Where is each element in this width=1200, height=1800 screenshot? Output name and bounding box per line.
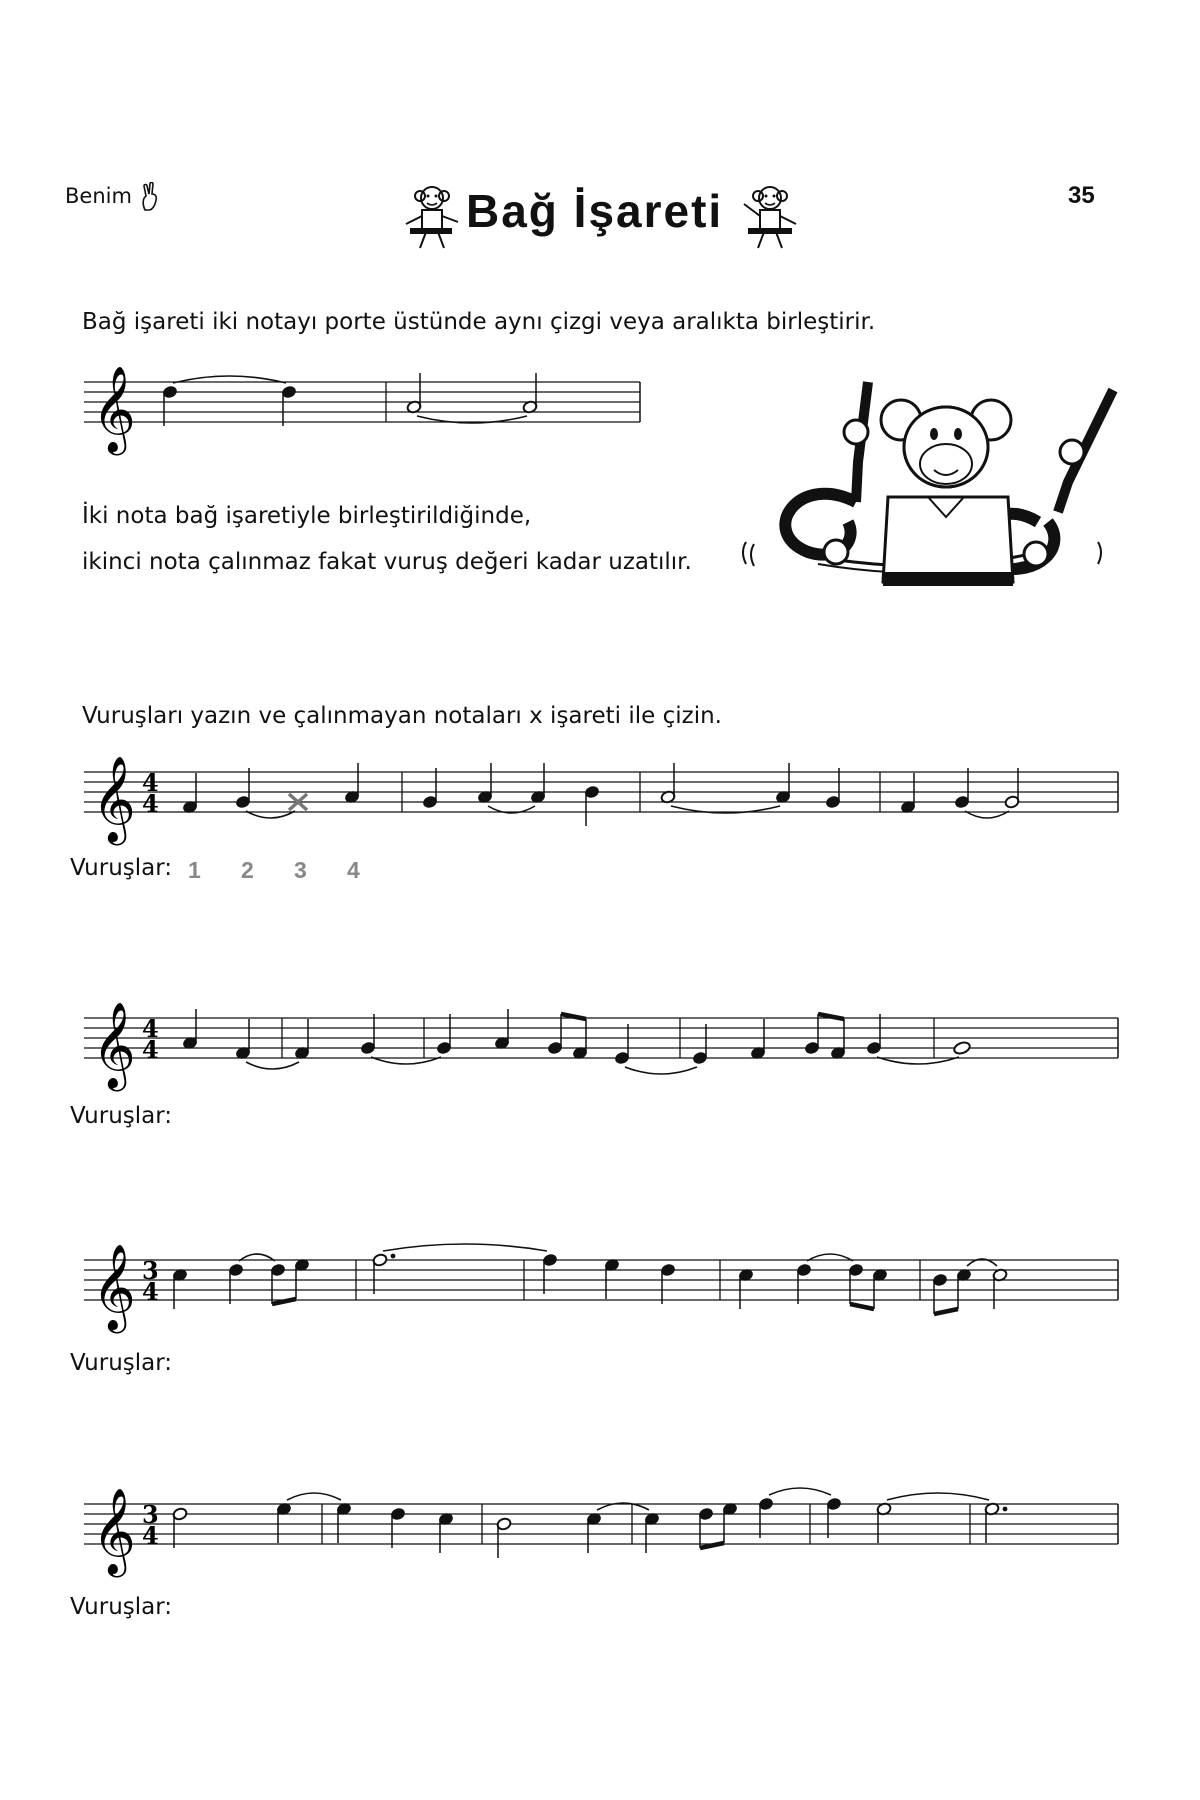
benim-label: Benim bbox=[65, 184, 132, 208]
beat-number-1: 1 bbox=[188, 857, 201, 883]
page-title: Bağ İşareti bbox=[466, 185, 724, 237]
time-signature-bottom: 4 bbox=[142, 1521, 159, 1550]
note-beam bbox=[934, 1309, 958, 1314]
treble-clef-icon: 𝄞 bbox=[92, 1244, 136, 1330]
tie-arc bbox=[887, 1493, 989, 1500]
time-signature-bottom: 4 bbox=[142, 789, 159, 818]
tie-arc bbox=[287, 1493, 341, 1500]
beat-number-4: 4 bbox=[347, 857, 360, 883]
augmentation-dot bbox=[391, 1254, 396, 1259]
page-title-block bbox=[400, 176, 800, 256]
tie-arc bbox=[246, 1062, 299, 1069]
tie-arc bbox=[769, 1488, 831, 1495]
tie-arc bbox=[383, 1244, 547, 1251]
hand-icon bbox=[139, 182, 161, 212]
time-signature-top: 4 bbox=[142, 768, 159, 797]
beats-label-2: Vuruşlar: bbox=[70, 1103, 173, 1129]
staff-ex1 bbox=[0, 752, 1200, 842]
monkey-right-icon bbox=[740, 184, 802, 252]
treble-clef-icon: 𝄞 bbox=[92, 366, 136, 452]
monkey-rope-illustration bbox=[738, 372, 1118, 612]
augmentation-dot bbox=[1003, 1507, 1008, 1512]
staff-ex4 bbox=[0, 1484, 1200, 1574]
time-signature-top: 3 bbox=[142, 1256, 159, 1285]
treble-clef-icon: 𝄞 bbox=[92, 1488, 136, 1574]
tie-arc bbox=[625, 1067, 697, 1074]
intro-line-2: İki nota bağ işaretiyle birleştirildiğinde, bbox=[82, 503, 532, 529]
time-signature-top: 4 bbox=[142, 1014, 159, 1043]
treble-clef-icon: 𝄞 bbox=[92, 1002, 136, 1088]
note-head bbox=[953, 1041, 971, 1056]
beats-label-4: Vuruşlar: bbox=[70, 1594, 173, 1620]
beats-label-1: Vuruşlar: bbox=[70, 855, 173, 881]
treble-clef-icon: 𝄞 bbox=[92, 756, 136, 842]
header-left bbox=[65, 182, 161, 212]
staff-ex2 bbox=[0, 998, 1200, 1088]
beat-number-3: 3 bbox=[294, 857, 307, 883]
beats-label-3: Vuruşlar: bbox=[70, 1350, 173, 1376]
time-signature-bottom: 4 bbox=[142, 1035, 159, 1064]
page-number: 35 bbox=[1068, 182, 1095, 209]
time-signature-top: 3 bbox=[142, 1500, 159, 1529]
note-beam bbox=[850, 1304, 874, 1309]
intro-line-1: Bağ işareti iki notayı porte üstünde aynı çizgi veya aralıkta birleştirir. bbox=[82, 309, 876, 335]
exercise-instruction: Vuruşları yazın ve çalınmayan notaları x işareti ile çizin. bbox=[82, 703, 722, 729]
intro-line-3: ikinci nota çalınmaz fakat vuruş değeri kadar uzatılır. bbox=[82, 549, 692, 575]
beat-number-2: 2 bbox=[241, 857, 254, 883]
staff-ex3 bbox=[0, 1240, 1200, 1330]
monkey-left-icon bbox=[400, 184, 462, 252]
time-signature-bottom: 4 bbox=[142, 1277, 159, 1306]
